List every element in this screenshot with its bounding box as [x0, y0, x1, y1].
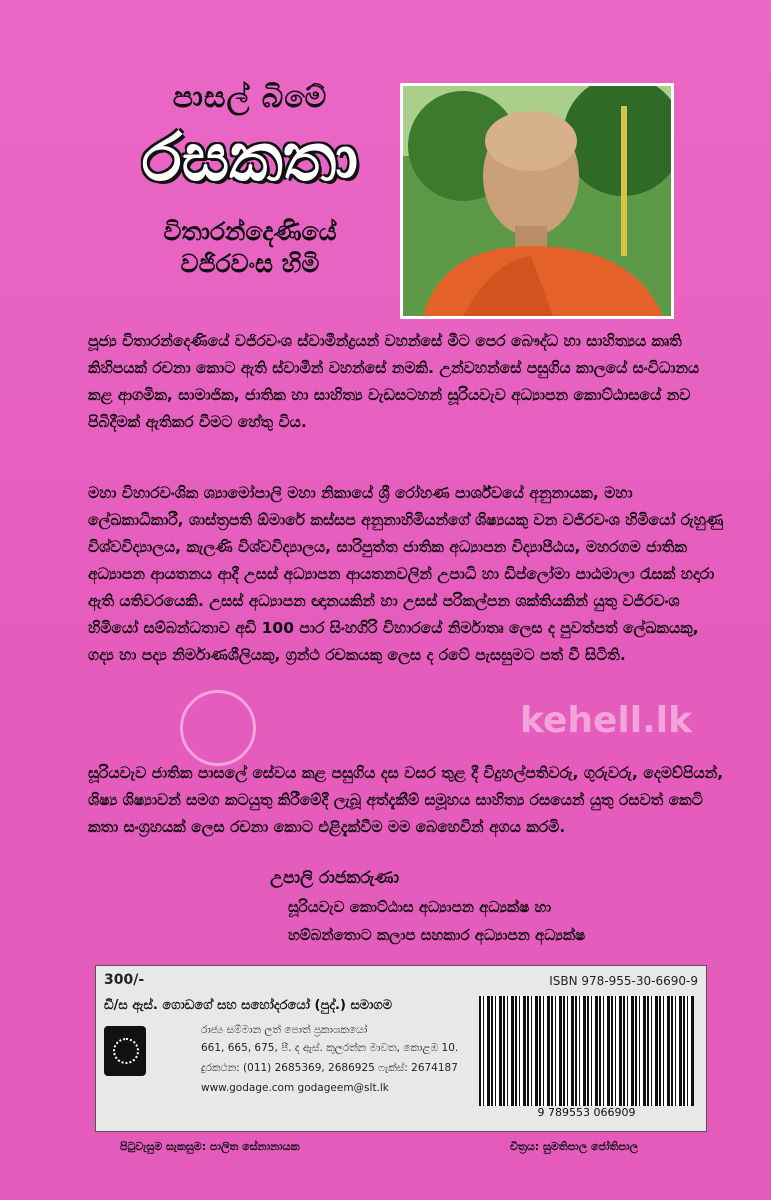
- publisher-web: www.godage.com godageem@slt.lk: [201, 1082, 389, 1094]
- barcode: [479, 996, 694, 1106]
- paragraph-2: මහා විහාරවංශික ශ්‍යාමෝපාලි මහා නිකායේ ශ්‍රී රෝහණ පාර්ශ්වයේ අනුනායක, මහා ලේඛකාධිකාරී, ශාස්ත්‍රපති ඕමාරේ කස්සප අනුනාහිමියන්ගේ ශිෂ්‍යයකු වන වජිරවංශ හිමියෝ රුහුණු විශ්වවිද්‍යාලය, කැලණි විශ්වවිද්‍යාලය, සාරිපුත්ත ජාතික අධ්‍යාපන විද්‍යාපීඨය, මහරගම ජාතික අධ්‍යාපන ආයතනය ආදී උසස් අධ්‍යාපන ආයතනවලින් උපාධි හා ඩිප්ලෝමා පාඨමාලා රැසක් හදාරා ඇති යතිවරයෙකි. උසස් අධ්‍යාපන ඥානයකින් හා උසස් පරිකල්පන ශක්තියකින් යුතු වජිරවංශ හිමියෝ සම්බන්ධතාව අඩි 100 පාර සිංහගිරි විහාරයේ නිර්මාතෘ ලෙස ද පුවත්පත් ලේඛකයකු, ගද්‍ය හා පද්‍ය නිර්මාණශීලියකු, ග්‍රන්ථ රචකයකු ලෙස ද රටේ පැසසුමට පත් වී සිටිති.: [88, 484, 724, 664]
- signature-title-2: හම්බන්තොට කලාප සහකාර අධ්‍යාපන අධ්‍යක්ෂ: [288, 926, 586, 944]
- isbn: ISBN 978-955-30-6690-9: [549, 974, 698, 988]
- title-block: [105, 80, 395, 280]
- publisher-phone: දුරකථන: (011) 2685369, 2686925 ෆැක්ස්: 2674187: [201, 1062, 458, 1074]
- paragraph-3: සූරියවැව ජාතික පාසලේ සේවය කළ පසුගිය දස වසර තුළ දී විදුහල්පතිවරු, ගුරුවරු, දෙමව්පියන්, ශිෂ්‍ය ශිෂ්‍යාවන් සමග කටයුතු කිරීමේදී ලැබූ අත්දැකීම් සමූහය සාහිත්‍ය රසයෙන් යුතු රසවත් කෙටි කතා සංග්‍රහයක් ලෙස රචනා කොට එළිදැක්වීම මම බෙහෙවින් අගය කරමි.: [88, 764, 724, 836]
- credit-illustration: චිත්‍රය: සුමතිපාල ජෝතිපාල: [510, 1140, 638, 1153]
- watermark-text: kehell.lk: [520, 700, 693, 741]
- book-title-small: පාසල් බිමේ: [172, 80, 328, 115]
- paragraph-1: පූජ්‍ය විතාරන්දෙණියේ වජිරවංශ ස්වාමීන්ද්‍රයන් වහන්සේ මීට පෙර බෞද්ධ හා සාහිත්‍යය කෘති කිහිපයක් රචනා කොට ඇති ස්වාමීන් වහන්සේ නමකි. උන්වහන්සේ පසුගිය කාලයේ සංවිධානය කළ ආගමික, සාමාජික, ජාතික හා සාහිත්‍ය වැඩසටහන් සූරියවැව අධ්‍යාපන කොට්ඨාසයේ නව පිබිදීමක් ඇතිකර වීමට හේතු විය.: [88, 332, 700, 431]
- price: 300/-: [104, 972, 145, 988]
- publisher-line-1: රාජ්‍ය සම්මාන ලත් පොත් ප්‍රකාශකයෝ: [201, 1024, 368, 1036]
- watermark-logo: [180, 690, 256, 766]
- publisher-logo-icon: [104, 1026, 146, 1076]
- book-title: රසකතා: [141, 119, 359, 196]
- publisher-box: [95, 965, 707, 1132]
- author-line-2: වජිරවංස හිමි: [180, 249, 320, 278]
- signature-name: උපාලි රාජකරුණා: [270, 868, 400, 888]
- author-line-1: විතාරන්දෙණියේ: [163, 217, 337, 246]
- credit-layout: පිටුවැසුම සැකසුම: පාලිත සේනානායක: [120, 1140, 300, 1153]
- author-name: [105, 216, 395, 280]
- publisher-name: ඩී/ස ඇස්. ගොඩගේ සහ සහෝදරයෝ (පුද්.) සමාගම: [104, 998, 393, 1013]
- barcode-number: 9 789553 066909: [479, 1106, 694, 1119]
- publisher-address: 661, 665, 675, පී. ද ඇස්. කුලරත්න මාවත, කොළඹ 10.: [201, 1042, 459, 1054]
- signature-title-1: සූරියවැව කොට්ඨාස අධ්‍යාපන අධ්‍යක්ෂ හා: [288, 898, 552, 916]
- author-photo: [400, 83, 674, 319]
